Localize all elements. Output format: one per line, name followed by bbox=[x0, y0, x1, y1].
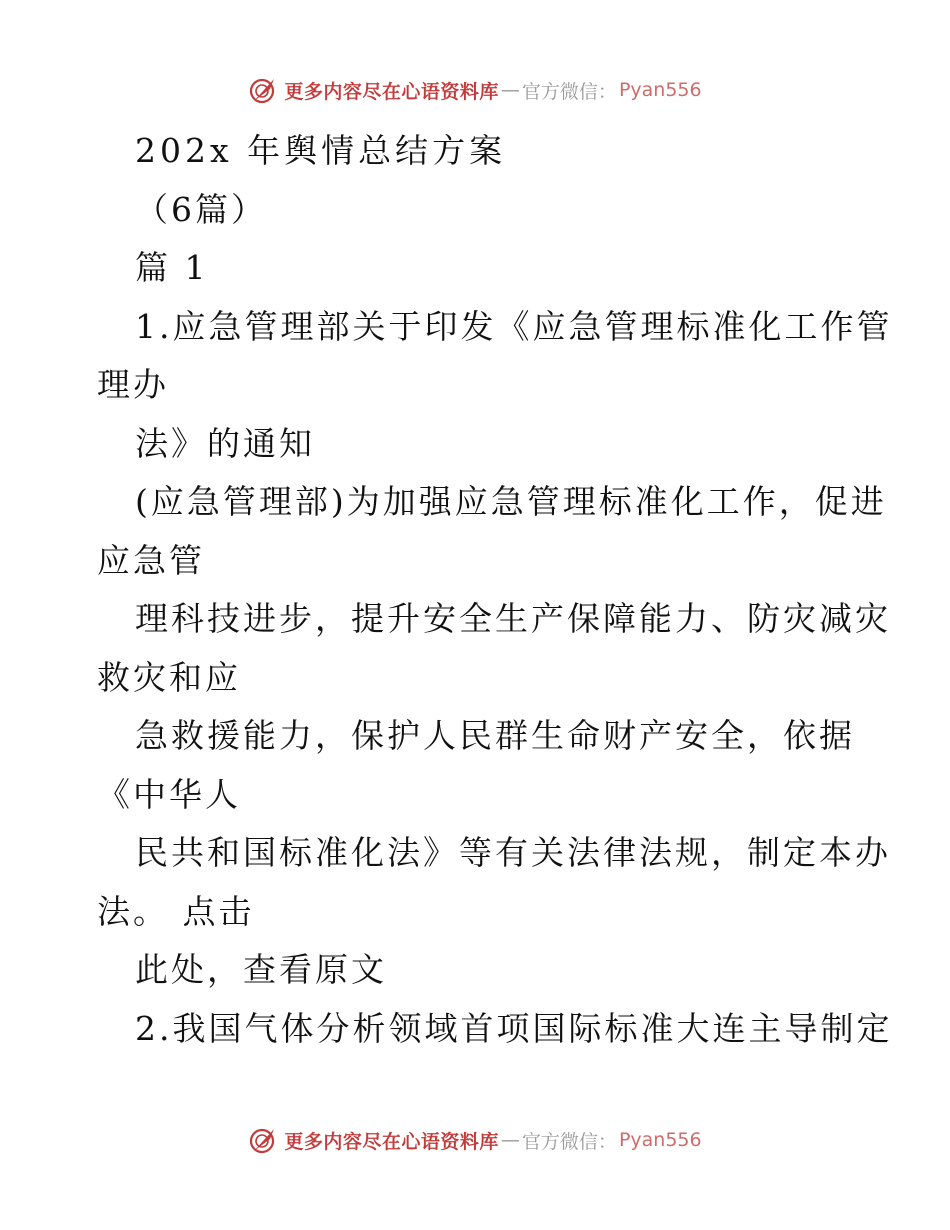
paragraph-line: 理科技进步，提升安全生产保障能力、防灾减灾 bbox=[135, 599, 891, 638]
watermark-main-text: 更多内容尽在心语资料库 bbox=[284, 80, 499, 103]
paragraph-line: 应急管 bbox=[97, 540, 205, 580]
paragraph-line: 法》的通知 bbox=[135, 423, 315, 463]
watermark-wechat-label: 官方微信： bbox=[521, 80, 617, 103]
feather-quill-logo-icon bbox=[248, 75, 278, 105]
paragraph-line: 1.应急管理部关于印发《应急管理标准化工作管 bbox=[135, 306, 893, 346]
paragraph-line: 2.我国气体分析领域首项国际标准大连主导制定 bbox=[135, 1008, 893, 1048]
watermark-wechat-label: 官方微信： bbox=[521, 1130, 617, 1153]
paragraph-line: 此处，查看原文 bbox=[135, 950, 387, 989]
section-heading: 篇 1 bbox=[135, 248, 209, 287]
document-title: 202x 年舆情总结方案 bbox=[135, 131, 507, 170]
paragraph-line: 救灾和应 bbox=[97, 657, 241, 697]
paragraph-line: 法。 点击 bbox=[97, 891, 255, 931]
watermark-main-text: 更多内容尽在心语资料库 bbox=[284, 1130, 499, 1153]
paragraph-line: 急救援能力，保护人民群生命财产安全，依据 bbox=[135, 716, 855, 755]
paragraph-line: 民共和国标准化法》等有关法律法规，制定本办 bbox=[135, 833, 891, 872]
watermark-wechat-id: Pyan556 bbox=[618, 1129, 702, 1151]
header-watermark bbox=[0, 70, 950, 110]
paragraph-line: (应急管理部)为加强应急管理标准化工作，促进 bbox=[135, 482, 887, 521]
feather-quill-logo-icon bbox=[248, 1125, 278, 1155]
document-body bbox=[97, 122, 893, 1058]
watermark-separator: — bbox=[500, 79, 520, 101]
paragraph-line: 《中华人 bbox=[97, 774, 241, 814]
footer-watermark bbox=[0, 1120, 950, 1160]
watermark-separator: — bbox=[500, 1129, 520, 1151]
paragraph-line: 理办 bbox=[97, 365, 169, 404]
watermark-wechat-id: Pyan556 bbox=[618, 79, 702, 101]
document-subtitle: （6篇） bbox=[135, 189, 267, 229]
